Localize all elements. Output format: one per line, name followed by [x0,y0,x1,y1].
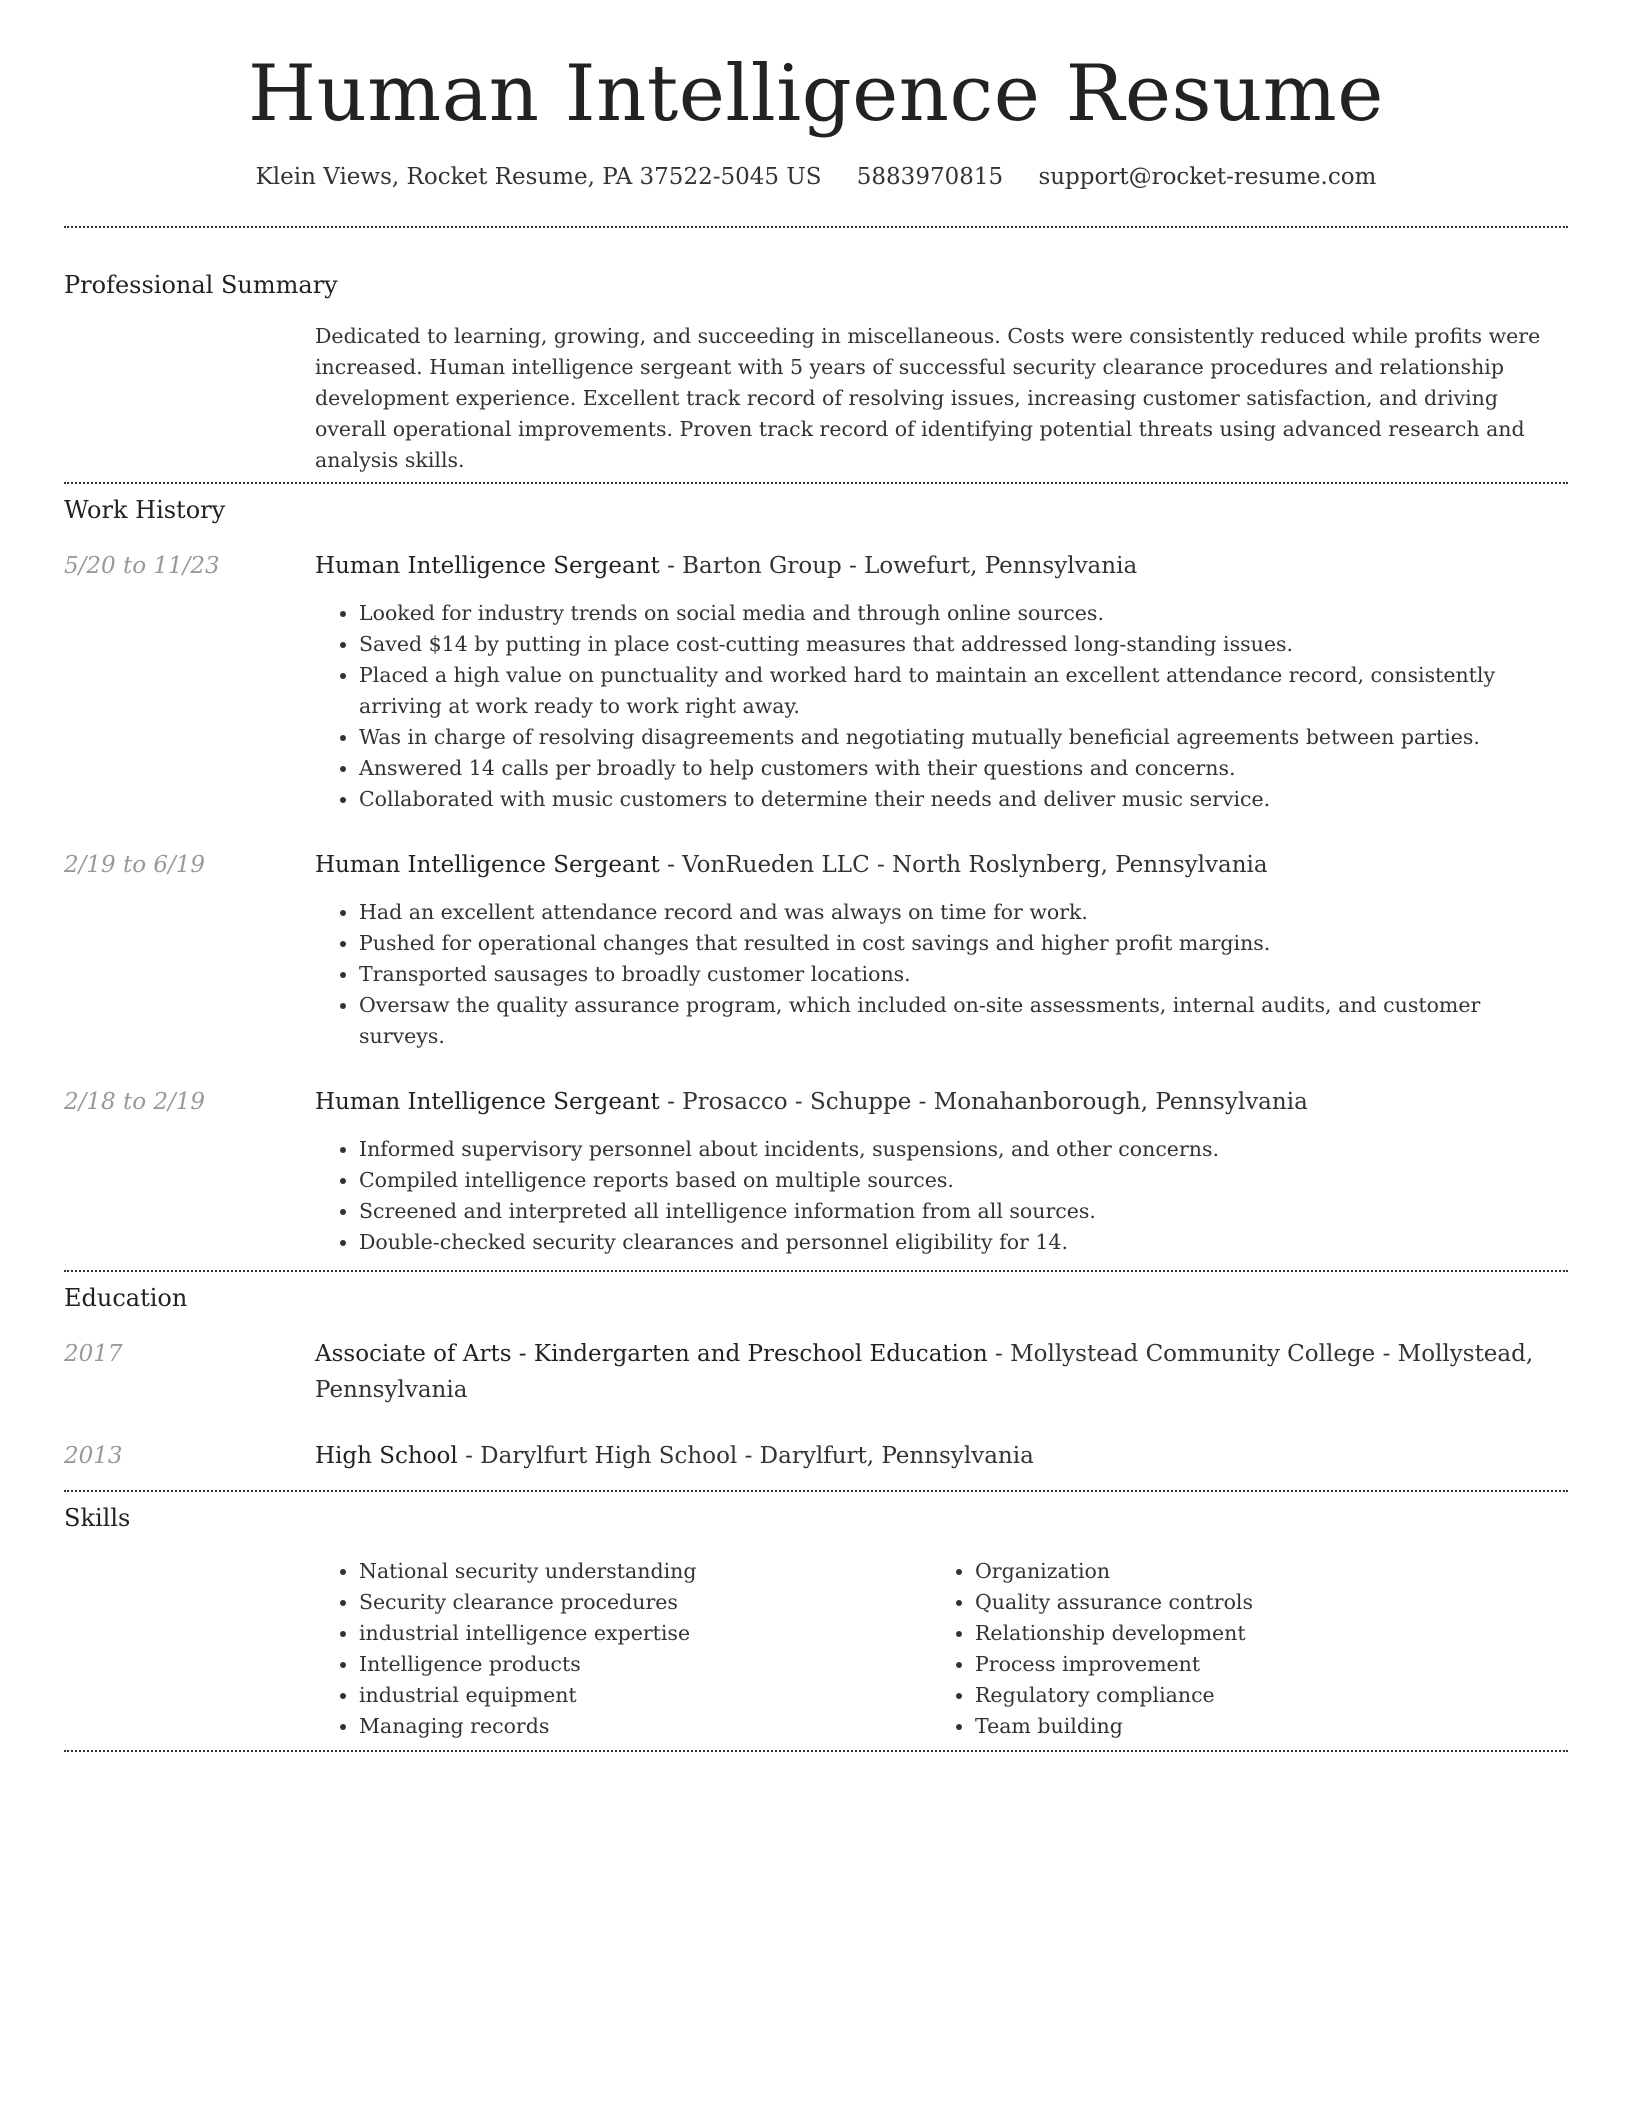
skill-item: • industrial intelligence expertise [359,1618,931,1649]
skill-item: • Quality assurance controls [975,1587,1547,1618]
job-bullet: • Compiled intelligence reports based on multiple sources. [359,1165,1568,1196]
skills-column-2 [931,1556,1547,1742]
contact-email: support@rocket-resume.com [1038,163,1377,190]
job-bullet: • Collaborated with music customers to determine their needs and deliver music service. [359,784,1568,815]
job-position: Human Intelligence Sergeant [315,851,660,878]
job-bullet: • Placed a high value on punctuality and worked hard to maintain an excellent attendance record, consistently arriving at work ready to work right away. [359,660,1568,722]
job-company-location: - Prosacco - Schuppe - Monahanborough, Pennsylvania [659,1088,1308,1115]
education-degree: High School [315,1442,458,1469]
job-company-location: - VonRueden LLC - North Roslynberg, Pennsylvania [659,851,1268,878]
resume-name: Human Intelligence Resume [248,49,1384,139]
contact-line [64,164,1568,190]
job-bullet: • Saved $14 by putting in place cost-cutting measures that addressed long-standing issues. [359,629,1568,660]
job-bullet: • Pushed for operational changes that resulted in cost savings and higher profit margins. [359,928,1568,959]
skill-item: • Regulatory compliance [975,1680,1547,1711]
job-entry [64,847,1568,1052]
divider [64,1750,1568,1752]
job-details [315,1084,1568,1258]
job-bullets [315,598,1568,815]
skills-column-1 [315,1556,931,1742]
skill-item: • industrial equipment [359,1680,931,1711]
job-details [315,847,1568,1052]
contact-address: Klein Views, Rocket Resume, PA 37522-5045 US [255,163,822,190]
education-heading: Education [64,1283,188,1312]
education-year: 2017 [64,1340,123,1367]
job-bullet: • Had an excellent attendance record and was always on time for work. [359,897,1568,928]
job-bullet: • Transported sausages to broadly customer locations. [359,959,1568,990]
divider [64,1490,1568,1492]
education-entry [64,1336,1568,1408]
education-school-location: - Darylfurt High School - Darylfurt, Pennsylvania [457,1442,1034,1469]
job-bullets [315,897,1568,1052]
job-bullet: • Looked for industry trends on social media and through online sources. [359,598,1568,629]
job-heading [315,548,1568,584]
job-bullet: • Double-checked security clearances and personnel eligibility for 14. [359,1227,1568,1258]
job-dates: 5/20 to 11/23 [64,552,220,579]
education-year: 2013 [64,1442,123,1469]
work-history-heading: Work History [64,495,226,524]
divider [64,226,1568,228]
job-dates: 2/18 to 2/19 [64,1088,206,1115]
job-position: Human Intelligence Sergeant [315,1088,660,1115]
summary-heading: Professional Summary [64,270,338,299]
job-bullets [315,1134,1568,1258]
summary-row [64,321,1568,476]
education-degree: Associate of Arts - Kindergarten and Preschool Education [315,1340,988,1367]
divider [64,1270,1568,1272]
skill-item: • National security understanding [359,1556,931,1587]
job-bullet: • Screened and interpreted all intelligence information from all sources. [359,1196,1568,1227]
education-school-location: - Mollystead Community College - Mollystead, Pennsylvania [315,1340,1534,1403]
skill-item: • Organization [975,1556,1547,1587]
education-details [315,1336,1568,1408]
skill-item: • Team building [975,1711,1547,1742]
job-details [315,548,1568,815]
skills-row [64,1556,1568,1742]
skill-item: • Security clearance procedures [359,1587,931,1618]
job-heading [315,847,1568,883]
job-bullet: • Was in charge of resolving disagreements and negotiating mutually beneficial agreements between parties. [359,722,1568,753]
job-bullet: • Oversaw the quality assurance program, which included on-site assessments, internal audits, and customer surveys. [359,990,1568,1052]
divider [64,482,1568,484]
job-bullet: • Informed supervisory personnel about incidents, suspensions, and other concerns. [359,1134,1568,1165]
job-company-location: - Barton Group - Lowefurt, Pennsylvania [659,552,1138,579]
skill-item: • Managing records [359,1711,931,1742]
resume-header [64,0,1568,190]
job-position: Human Intelligence Sergeant [315,552,660,579]
skill-item: • Process improvement [975,1649,1547,1680]
skill-item: • Relationship development [975,1618,1547,1649]
education-details [315,1438,1568,1474]
job-heading [315,1084,1568,1120]
skill-item: • Intelligence products [359,1649,931,1680]
contact-phone: 5883970815 [856,163,1004,190]
summary-text: Dedicated to learning, growing, and succeeding in miscellaneous. Costs were consistently reduced while profits were increased. Human intelligence sergeant with 5 years of successful security clearance procedures and relationship development experience. Excellent track record of resolving issues, increasing customer satisfaction, and driving overall operational improvements. Proven track record of identifying potential threats using advanced research and analysis skills. [315,323,1541,472]
skills-heading: Skills [64,1503,131,1532]
job-bullet: • Answered 14 calls per broadly to help customers with their questions and concerns. [359,753,1568,784]
skills-grid [315,1556,1547,1742]
job-dates: 2/19 to 6/19 [64,851,206,878]
job-entry [64,548,1568,815]
job-entry [64,1084,1568,1258]
education-entry [64,1438,1568,1474]
